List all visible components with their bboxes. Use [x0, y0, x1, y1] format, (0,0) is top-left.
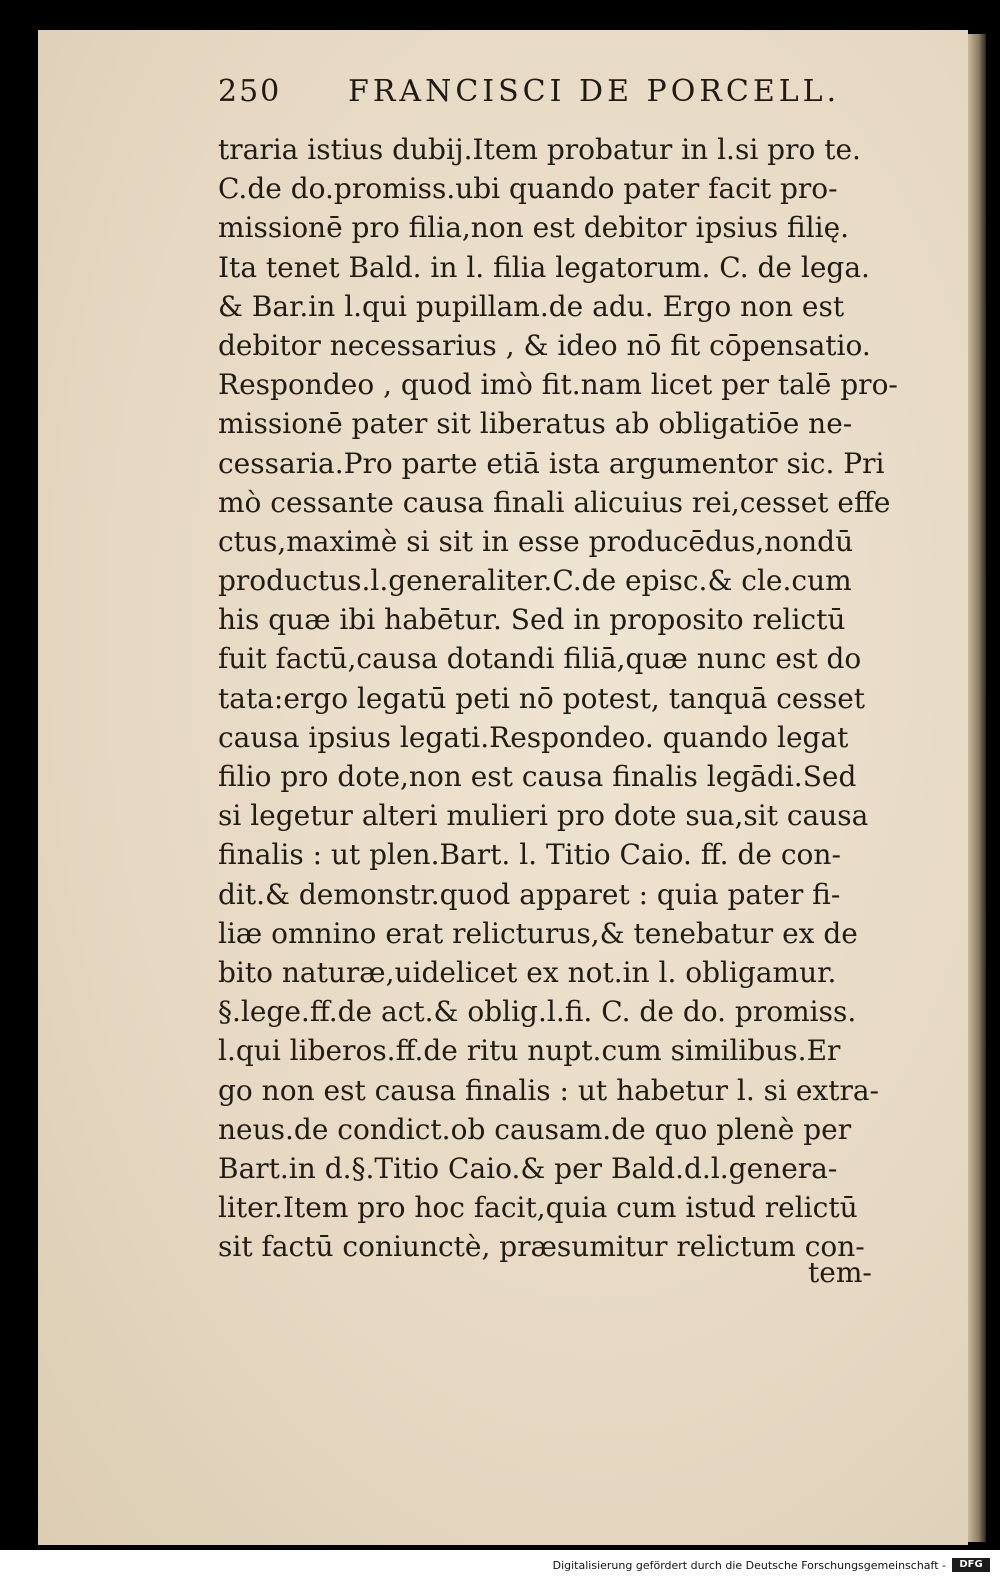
text-line: Ita tenet Bald. in l. filia legatorum. C. de lega.	[218, 250, 870, 284]
text-line: & Bar.in l.qui pupillam.de adu. Ergo non est	[218, 289, 845, 323]
text-line: si legetur alteri mulieri pro dote sua,sit causa	[218, 799, 869, 833]
funding-notice: Digitalisierung gefördert durch die Deutsche Forschungsgemeinschaft -	[552, 1559, 946, 1572]
text-line: cessaria.Pro parte etiā ista argumentor sic. Pri	[218, 446, 885, 480]
text-line: bito naturæ,uidelicet ex not.in l. obligamur.	[218, 955, 837, 989]
digitization-footer	[0, 1550, 1000, 1582]
page-edge	[968, 34, 986, 1542]
page-number: 250	[218, 74, 282, 109]
text-line: mò cessante causa finali alicuius rei,cesset effe	[218, 485, 891, 519]
text-line: debitor necessarius , & ideo nō fit cōpensatio.	[218, 328, 871, 362]
text-line: missionē pro filia,non est debitor ipsius filię.	[218, 211, 850, 245]
text-line: fuit factū,causa dotandi filiā,quæ nunc est do	[218, 642, 862, 676]
text-line: liæ omnino erat relicturus,& tenebatur ex de	[218, 916, 858, 950]
text-line: Respondeo , quod imò fit.nam licet per talē pro-	[218, 368, 898, 402]
text-line: dit.& demonstr.quod apparet : quia pater fi-	[218, 877, 841, 911]
catchword: tem-	[808, 1256, 872, 1289]
text-line: filio pro dote,non est causa finalis legādi.Sed	[218, 760, 857, 793]
text-line: traria istius dubij.Item probatur in l.si pro te.	[218, 133, 861, 166]
dfg-logo-icon: DFG	[952, 1558, 990, 1572]
text-line: neus.de condict.ob causam.de quo plenè per	[218, 1112, 852, 1146]
page-header	[218, 74, 878, 120]
text-line: causa ipsius legati.Respondeo. quando legat	[218, 720, 849, 754]
text-line: productus.l.generaliter.C.de episc.& cle.cum	[218, 564, 852, 598]
text-line: liter.Item pro hoc facit,quia cum istud relictū	[218, 1191, 858, 1225]
text-line: Bart.in d.§.Titio Caio.& per Bald.d.l.genera-	[218, 1151, 838, 1185]
text-line: C.de do.promiss.ubi quando pater facit pro-	[218, 172, 838, 206]
text-line: missionē pater sit liberatus ab obligatiōe ne-	[218, 407, 853, 441]
text-line: finalis : ut plen.Bart. l. Titio Caio. ff. de con-	[218, 838, 841, 872]
text-line: tata:ergo legatū peti nō potest, tanquā cesset	[218, 681, 866, 715]
text-line: his quæ ibi habētur. Sed in proposito relictū	[218, 603, 846, 637]
text-line: §.lege.ff.de act.& oblig.l.fi. C. de do. promiss.	[218, 995, 857, 1029]
text-line: l.qui liberos.ff.de ritu nupt.cum similibus.Er	[218, 1034, 841, 1068]
text-block	[218, 130, 918, 1266]
text-line: go non est causa finalis : ut habetur l. si extra-	[218, 1073, 879, 1107]
text-line: ctus,maximè si sit in esse producēdus,nondū	[218, 524, 854, 558]
running-head: FRANCISCI DE PORCELL.	[348, 74, 841, 109]
text-line: sit factū coniunctè, præsumitur relictum con-	[218, 1230, 865, 1264]
